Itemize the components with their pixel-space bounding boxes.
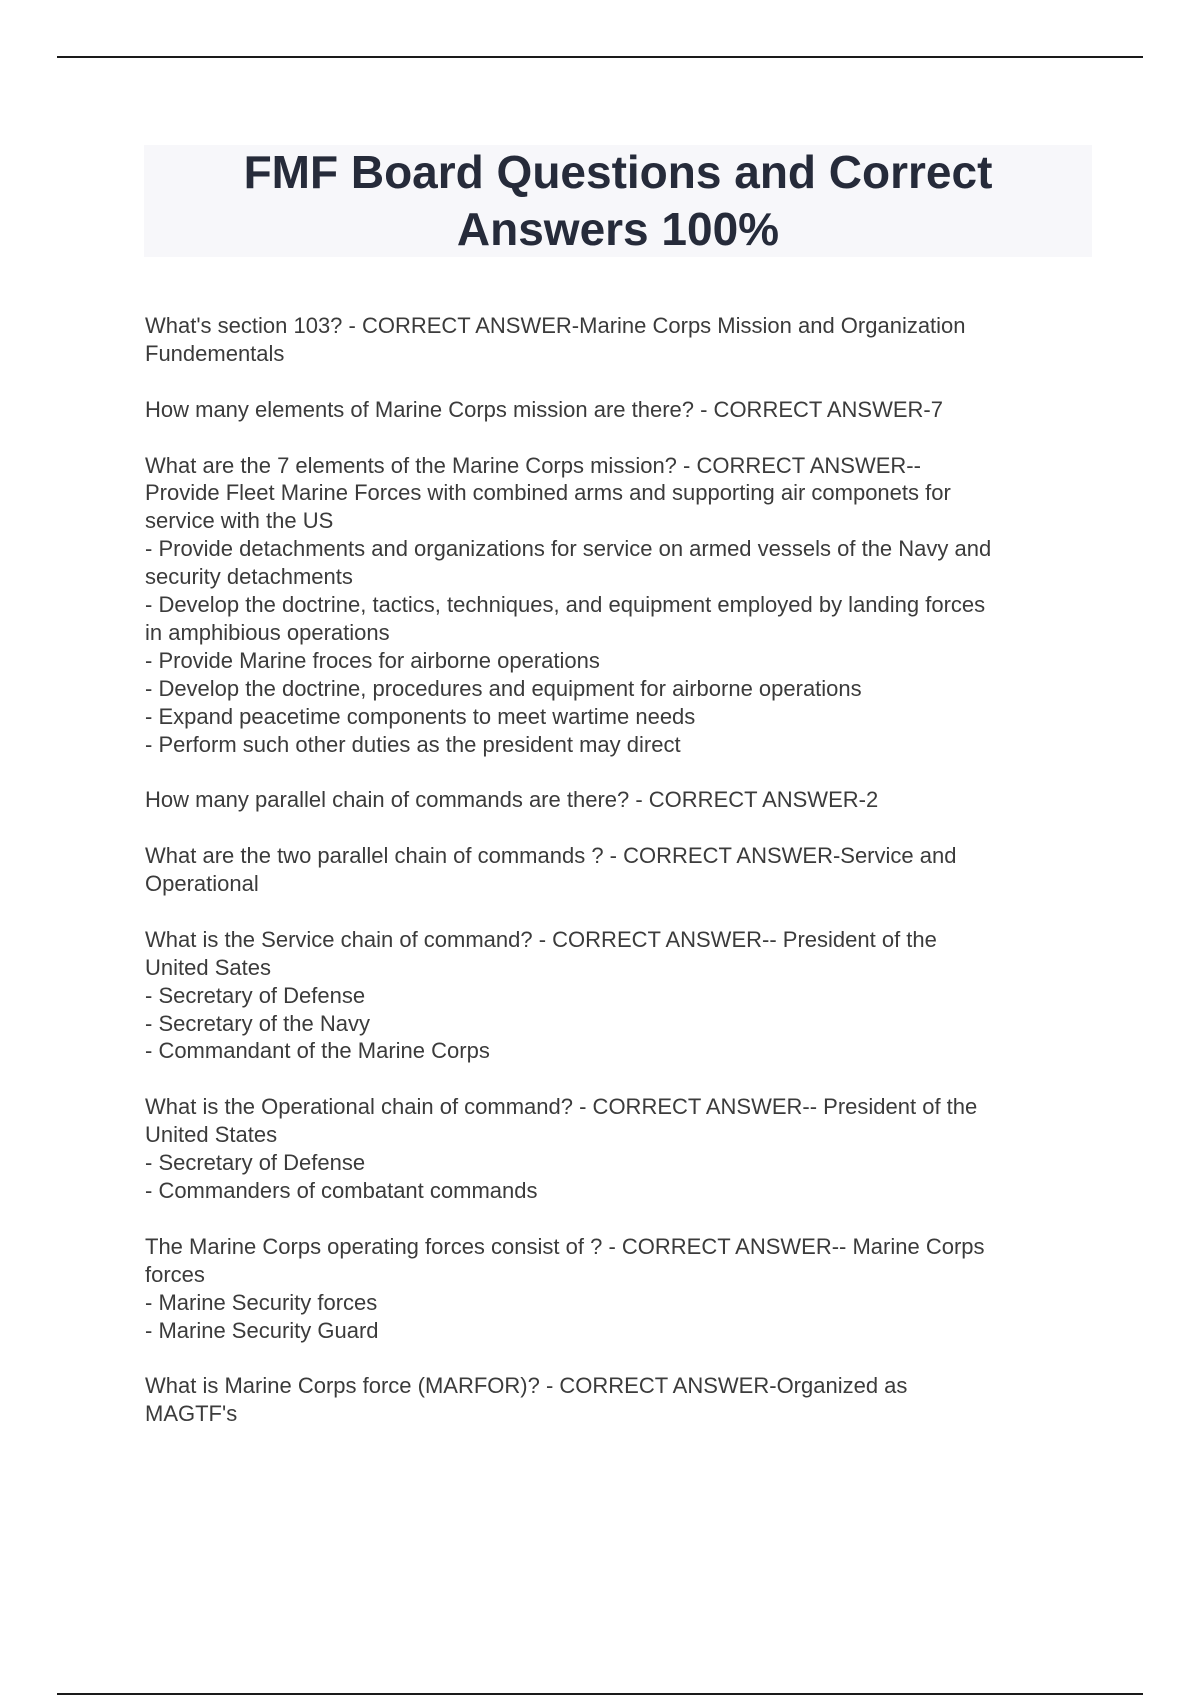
qa-line: How many elements of Marine Corps mission are there? - CORRECT ANSWER-7 bbox=[145, 396, 943, 422]
qa-line: Operational bbox=[145, 871, 259, 897]
qa-line: - Secretary of Defense bbox=[145, 982, 366, 1008]
title-banner bbox=[144, 145, 1092, 257]
qa-line: Fundementals bbox=[145, 340, 285, 366]
qa-line: service with the US bbox=[145, 508, 334, 534]
title-line: FMF Board Questions and Correct bbox=[243, 146, 993, 198]
qa-line: - Perform such other duties as the president may direct bbox=[145, 731, 681, 757]
qa-item bbox=[145, 926, 1090, 1066]
qa-line: security detachments bbox=[145, 564, 353, 590]
qa-item bbox=[145, 452, 1090, 759]
qa-line: - Provide Marine froces for airborne operations bbox=[145, 647, 600, 673]
qa-item bbox=[145, 312, 1090, 368]
qa-line: What's section 103? - CORRECT ANSWER-Marine Corps Mission and Organization bbox=[145, 313, 966, 338]
qa-list bbox=[145, 312, 1090, 1456]
qa-line: What is the Operational chain of command? - CORRECT ANSWER-- President of the bbox=[145, 1094, 978, 1120]
qa-line: - Marine Security Guard bbox=[145, 1317, 379, 1343]
qa-line: - Secretary of Defense bbox=[145, 1150, 366, 1176]
qa-line: What is the Service chain of command? - CORRECT ANSWER-- President of the bbox=[145, 926, 937, 952]
qa-item bbox=[145, 1372, 1090, 1428]
qa-line: What is Marine Corps force (MARFOR)? - CORRECT ANSWER-Organized as bbox=[145, 1373, 908, 1399]
qa-line: The Marine Corps operating forces consist of ? - CORRECT ANSWER-- Marine Corps bbox=[145, 1233, 985, 1259]
qa-line: - Marine Security forces bbox=[145, 1289, 378, 1315]
document-title bbox=[244, 144, 993, 258]
bottom-rule bbox=[57, 1693, 1143, 1695]
top-rule bbox=[57, 56, 1143, 58]
qa-item bbox=[145, 396, 1090, 424]
qa-line: MAGTF's bbox=[145, 1401, 238, 1427]
qa-line: in amphibious operations bbox=[145, 619, 390, 645]
qa-line: - Commanders of combatant commands bbox=[145, 1178, 538, 1203]
qa-item bbox=[145, 1233, 1090, 1345]
qa-line: United Sates bbox=[145, 954, 271, 980]
qa-line: United States bbox=[145, 1122, 278, 1148]
qa-line: - Expand peacetime components to meet wartime needs bbox=[145, 703, 696, 729]
title-line: Answers 100% bbox=[456, 203, 780, 255]
qa-line: What are the 7 elements of the Marine Corps mission? - CORRECT ANSWER-- bbox=[145, 452, 921, 478]
qa-item bbox=[145, 842, 1090, 898]
qa-line: - Provide detachments and organizations for service on armed vessels of the Navy and bbox=[145, 536, 992, 562]
qa-item bbox=[145, 786, 1090, 814]
qa-line: What are the two parallel chain of commands ? - CORRECT ANSWER-Service and bbox=[145, 843, 957, 869]
qa-line: - Commandant of the Marine Corps bbox=[145, 1038, 490, 1064]
qa-line: - Develop the doctrine, tactics, techniques, and equipment employed by landing forces bbox=[145, 592, 986, 618]
qa-line: - Secretary of the Navy bbox=[145, 1010, 370, 1036]
qa-line: Provide Fleet Marine Forces with combined arms and supporting air componets for bbox=[145, 480, 951, 506]
qa-line: forces bbox=[145, 1261, 205, 1287]
qa-line: How many parallel chain of commands are there? - CORRECT ANSWER-2 bbox=[145, 787, 879, 813]
qa-line: - Develop the doctrine, procedures and equipment for airborne operations bbox=[145, 675, 862, 701]
qa-item bbox=[145, 1093, 1090, 1205]
